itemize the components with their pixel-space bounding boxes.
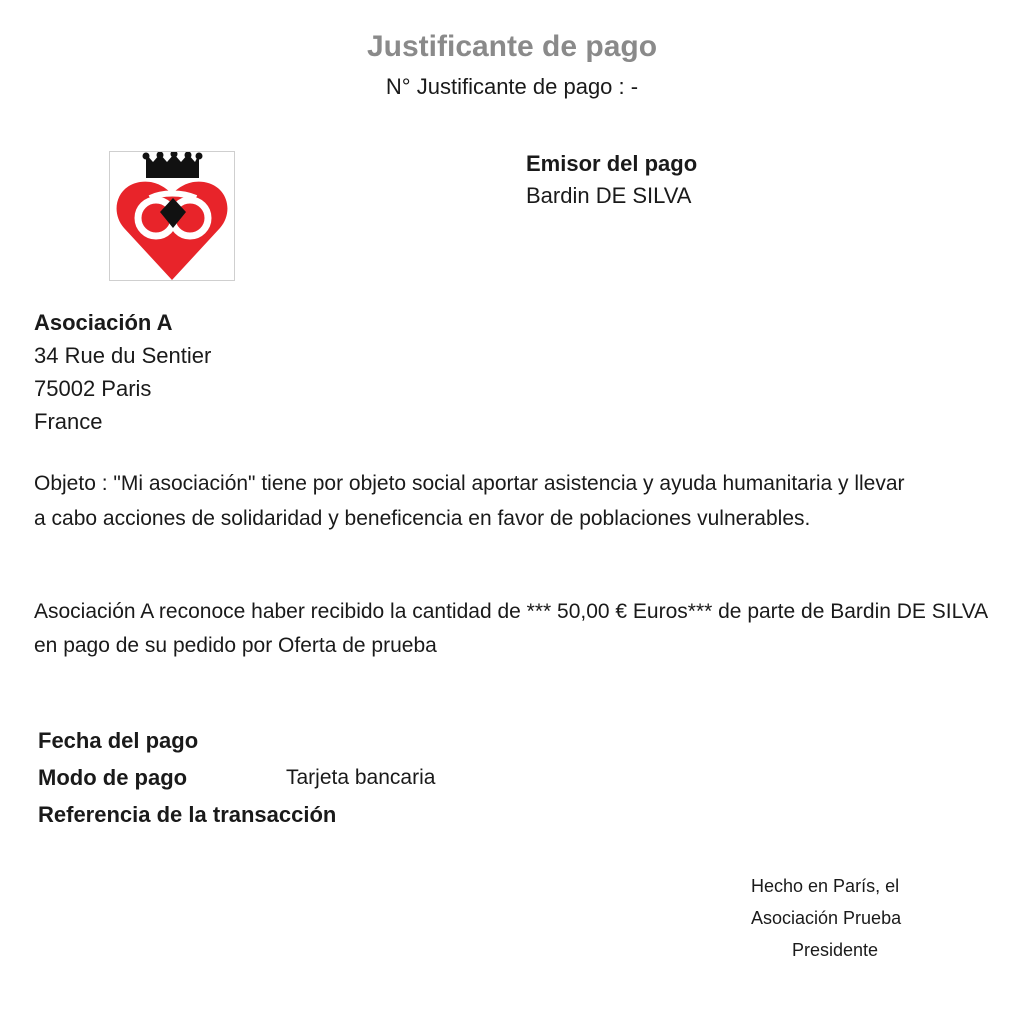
payment-details (38, 722, 435, 833)
payment-mode-value: Tarjeta bancaria (286, 765, 436, 789)
objeto-line: a cabo acciones de solidaridad y beneficencia en favor de poblaciones vulnerables. (34, 507, 811, 530)
association-logo (109, 151, 235, 281)
payment-mode-row (38, 759, 435, 796)
acknowledgement-paragraph (34, 595, 1019, 663)
acknowledgement-line: en pago de su pedido por Oferta de prueba (34, 634, 437, 657)
transaction-reference-label: Referencia de la transacción (38, 801, 337, 827)
association-name: Asociación A (34, 310, 173, 335)
association-street: 34 Rue du Sentier (34, 343, 212, 368)
association-address-block (34, 306, 211, 438)
receipt-number: N° Justificante de pago : - (385, 74, 639, 99)
payment-date-row (38, 722, 435, 759)
signature-organization: Asociación Prueba (751, 908, 902, 928)
crowned-heart-logo-icon (110, 152, 234, 280)
signature-role: Presidente (791, 940, 879, 960)
emitter-label: Emisor del pago (526, 151, 698, 176)
signature-place: Hecho en París, el (751, 876, 900, 896)
transaction-reference-row (38, 796, 435, 833)
acknowledgement-line: Asociación A reconoce haber recibido la cantidad de *** 50,00 € Euros*** de parte de Bardin DE SILVA (34, 600, 989, 623)
payment-mode-label: Modo de pago (38, 764, 188, 790)
association-city: 75002 Paris (34, 376, 152, 401)
document-title: Justificante de pago (366, 30, 658, 63)
objeto-paragraph (34, 466, 994, 536)
signature-block (720, 870, 944, 966)
emitter-name: Bardin DE SILVA (526, 183, 692, 208)
objeto-line: Objeto : "Mi asociación" tiene por objeto social aportar asistencia y ayuda humanitaria y llevar (34, 472, 905, 495)
payment-date-label: Fecha del pago (38, 727, 199, 753)
association-country: France (34, 409, 103, 434)
